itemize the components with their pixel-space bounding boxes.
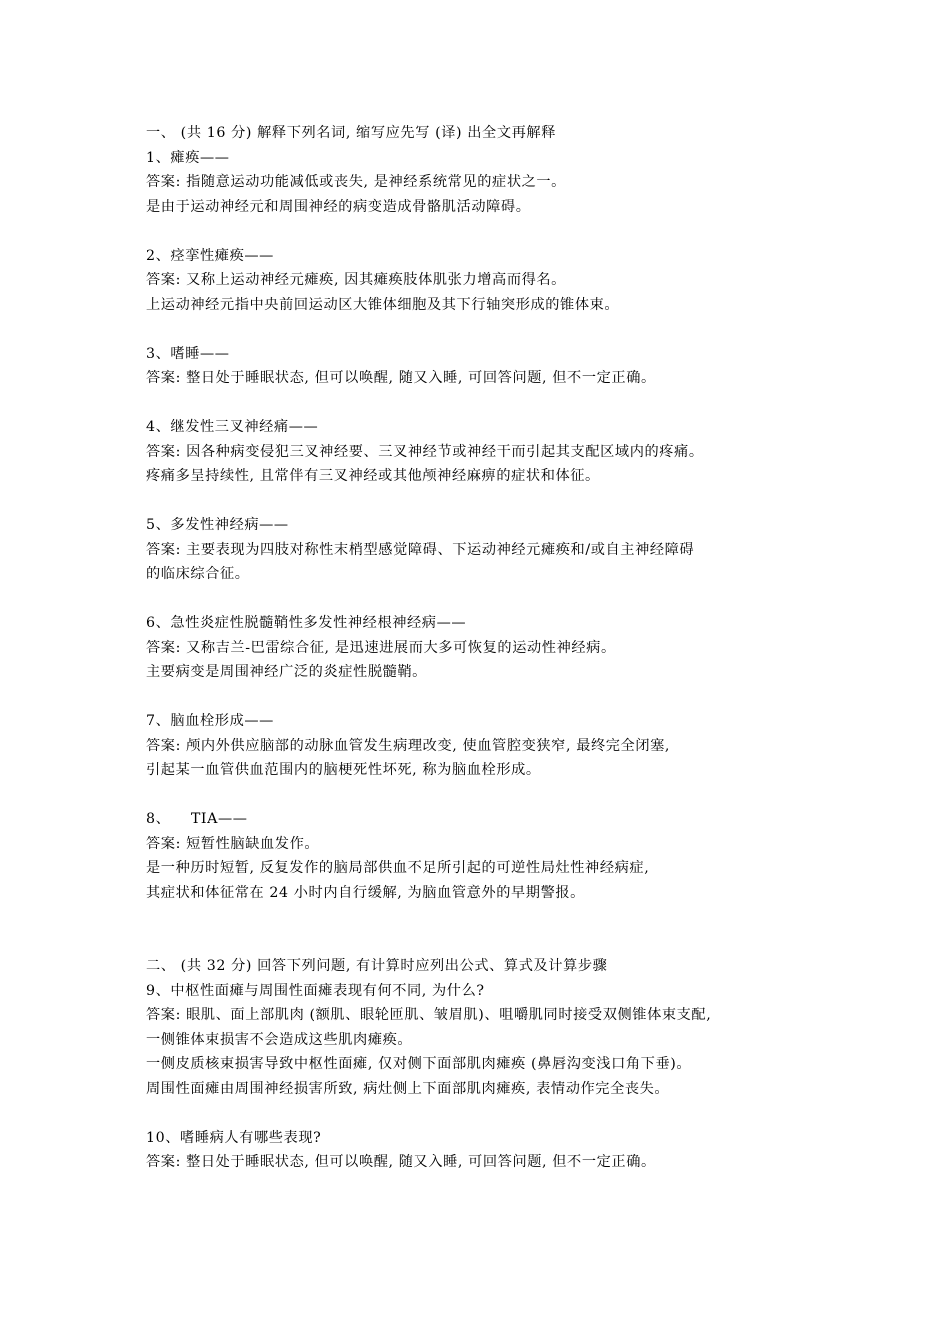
- item-answer-line: 答案: 又称吉兰-巴雷综合征, 是迅速进展而大多可恢复的运动性神经病。: [146, 639, 616, 656]
- item-answer-line: 答案: 整日处于睡眠状态, 但可以唤醒, 随又入睡, 可回答问题, 但不一定正确。: [146, 1154, 656, 1170]
- item-term: 6、急性炎症性脱髓鞘性多发性神经根神经病——: [146, 615, 467, 631]
- item-term: 5、多发性神经病——: [146, 517, 289, 533]
- item-answer-line: 答案: 短暂性脑缺血发作。: [146, 835, 320, 852]
- section-2-heading: 二、 (共 32 分) 回答下列问题, 有计算时应列出公式、算式及计算步骤: [146, 958, 608, 974]
- item-1: [146, 146, 846, 220]
- item-answer-line: 周围性面瘫由周围神经损害所致, 病灶侧上下面部肌肉瘫痪, 表情动作完全丧失。: [146, 1080, 670, 1097]
- item-term: 4、继发性三叉神经痛——: [146, 419, 319, 435]
- item-answer-line: 上运动神经元指中央前回运动区大锥体细胞及其下行轴突形成的锥体束。: [146, 296, 620, 313]
- item-question: 9、中枢性面瘫与周围性面瘫表现有何不同, 为什么?: [146, 982, 485, 999]
- item-term: 7、脑血栓形成——: [146, 713, 274, 729]
- item-answer-line: 答案: 主要表现为四肢对称性末梢型感觉障碍、下运动神经元瘫痪和/或自主神经障碍: [146, 541, 695, 558]
- item-answer-line: 答案: 又称上运动神经元瘫痪, 因其瘫痪肢体肌张力增高而得名。: [146, 272, 566, 288]
- item-answer-line: 主要病变是周围神经广泛的炎症性脱髓鞘。: [146, 664, 427, 680]
- item-2: [146, 244, 846, 318]
- item-10: [146, 1126, 846, 1175]
- item-question: 10、嗜睡病人有哪些表现?: [146, 1129, 322, 1146]
- item-term: 2、痉挛性瘫痪——: [146, 247, 274, 264]
- item-answer-line: 一侧皮质核束损害导致中枢性面瘫, 仅对侧下面部肌肉瘫痪 (鼻唇沟变浅口角下垂)。: [146, 1056, 692, 1072]
- item-answer-line: 引起某一血管供血范围内的脑梗死性坏死, 称为脑血栓形成。: [146, 762, 541, 778]
- item-term: 3、嗜睡——: [146, 345, 230, 362]
- item-answer-line: 是一种历时短暂, 反复发作的脑局部供血不足所引起的可逆性局灶性神经病症,: [146, 860, 650, 876]
- item-answer-line: 的临床综合征。: [146, 566, 250, 582]
- item-5: [146, 513, 846, 587]
- item-answer-line: 答案: 眼肌、面上部肌肉 (额肌、眼轮匝肌、皱眉肌)、咀嚼肌同时接受双侧锥体束支配,: [146, 1007, 712, 1023]
- item-8: [146, 807, 846, 905]
- item-3: [146, 342, 846, 391]
- section-1-heading: 一、 (共 16 分) 解释下列名词, 缩写应先写 (译) 出全文再解释: [146, 125, 556, 141]
- item-9: [146, 979, 846, 1102]
- document-page: [146, 121, 846, 1175]
- item-answer-line: 答案: 整日处于睡眠状态, 但可以唤醒, 随又入睡, 可回答问题, 但不一定正确。: [146, 370, 656, 386]
- item-7: [146, 709, 846, 783]
- item-answer-line: 答案: 颅内外供应脑部的动脉血管发生病理改变, 使血管腔变狭窄, 最终完全闭塞,: [146, 737, 671, 754]
- item-6: [146, 611, 846, 685]
- item-term: 1、瘫痪——: [146, 149, 230, 166]
- item-answer-line: 一侧锥体束损害不会造成这些肌肉瘫痪。: [146, 1031, 413, 1048]
- item-answer-line: 其症状和体征常在 24 小时内自行缓解, 为脑血管意外的早期警报。: [146, 884, 585, 901]
- item-answer-line: 是由于运动神经元和周围神经的病变造成骨骼肌活动障碍。: [146, 198, 531, 215]
- item-answer-line: 答案: 指随意运动功能减低或丧失, 是神经系统常见的症状之一。: [146, 174, 566, 190]
- item-4: [146, 415, 846, 489]
- item-answer-line: 答案: 因各种病变侵犯三叉神经要、三叉神经节或神经干而引起其支配区域内的疼痛。: [146, 443, 704, 460]
- item-term: 8、 TIA——: [146, 811, 248, 827]
- item-answer-line: 疼痛多呈持续性, 且常伴有三叉神经或其他颅神经麻痹的症状和体征。: [146, 468, 600, 484]
